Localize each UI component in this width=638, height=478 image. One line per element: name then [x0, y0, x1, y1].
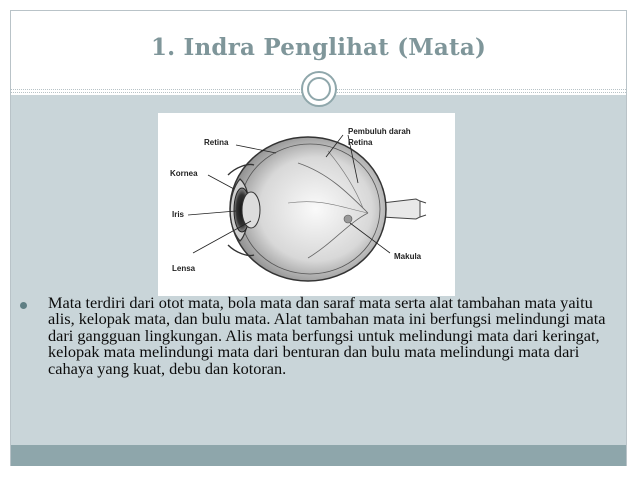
macula-spot [344, 215, 352, 223]
label-lensa: Lensa [172, 264, 196, 273]
ring-ornament-icon [301, 71, 337, 107]
label-pembuluh-darah: Pembuluh darah [348, 127, 411, 136]
bullet-text: Mata terdiri dari otot mata, bola mata dan saraf mata serta alat tambahan mata yaitu alis, kelopak mata, dan bulu mata. Alat tambahan mata ini berfungsi melindungi mata dari gangguan lingkungan. Alis mata berfungsi untuk melindungi mata dari keringat, kelopak mata melindungi mata dari benturan dan bulu mata melindungi mata dari cahaya yang kuat, debu dan kotoran. [48, 293, 606, 378]
slide-title: 1. Indra Penglihat (Mata) [150, 34, 487, 61]
label-pembuluh-retina: Retina [348, 138, 373, 147]
lens-shape [242, 192, 260, 228]
bullet-icon [20, 302, 27, 309]
eye-diagram [158, 113, 455, 296]
eye-illustration [158, 113, 455, 296]
optic-nerve-shape [382, 199, 420, 219]
label-iris: Iris [172, 210, 185, 219]
label-kornea: Kornea [170, 169, 198, 178]
footer-band [11, 445, 626, 466]
label-retina: Retina [204, 138, 229, 147]
label-makula: Makula [394, 252, 422, 261]
